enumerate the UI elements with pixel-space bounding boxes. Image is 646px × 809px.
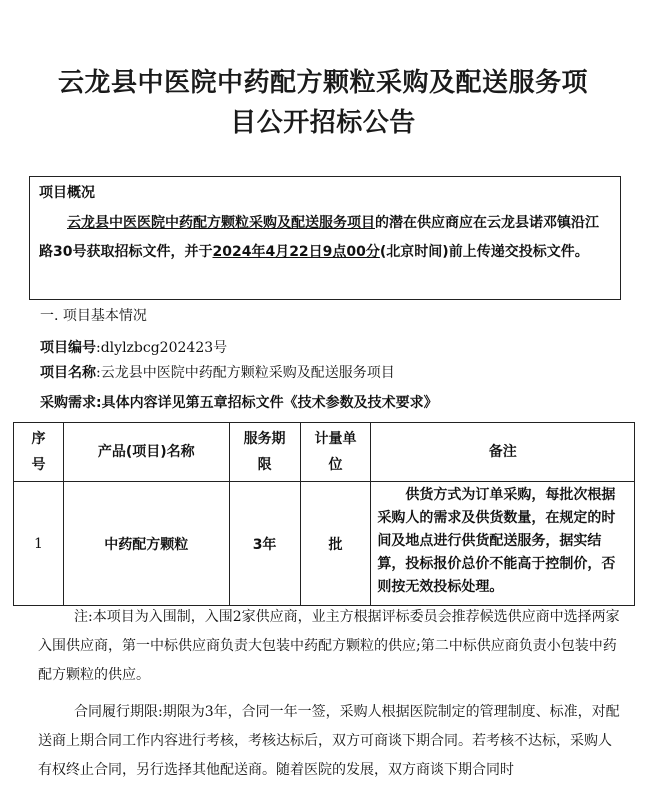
overview-project-name: 云龙县中医医院中药配方颗粒采购及配送服务项目 xyxy=(67,215,375,231)
requirement-line xyxy=(40,392,438,412)
contract-term-paragraph: 合同履行期限:期限为3年，合同一年一签，采购人根据医院制定的管理制度、标准，对配送商上期合同工作内容进行考核，考核达标后，双方可商谈下期合同。若考核不达标，采购人有权终止合同，另行选择其他配送商。随着医院的发展，双方商谈下期合同时 xyxy=(38,704,620,778)
header-unit: 计量单 位 xyxy=(300,423,371,482)
project-number-label: 项目编号 xyxy=(40,340,96,356)
requirement-value: :具体内容详见第五章招标文件《技术参数及技术要求》 xyxy=(96,395,438,411)
table-header-row xyxy=(14,423,635,482)
table-row xyxy=(14,482,635,606)
product-table xyxy=(13,422,635,606)
note-paragraph: 注:本项目为入围制，入围2家供应商，业主方根据评标委员会推荐候选供应商中选择两家入围供应商，第一中标供应商负责大包装中药配方颗粒的供应;第二中标供应商负责小包装中药配方颗粒的供应。 xyxy=(38,609,620,683)
project-name-line xyxy=(40,362,395,382)
cell-period: 3年 xyxy=(229,482,300,606)
overview-heading: 项目概况 xyxy=(39,185,95,201)
overview-text-2: (北京时间)前上传递交投标文件。 xyxy=(379,244,589,260)
overview-text-1: 的潜在供应商应在云龙县诺邓镇沿江路30号获取招标文件，并于 xyxy=(39,215,599,260)
cell-product: 中药配方颗粒 xyxy=(63,482,229,606)
cell-remark: 供货方式为订单采购，每批次根据采购人的需求及供货数量，在规定的时间及地点进行供货配送服务，据实结算，投标报价总价不能高于控制价，否则按无效投标处理。 xyxy=(371,482,635,606)
header-period: 服务期 限 xyxy=(229,423,300,482)
project-number-value: :dlylzbcg202423号 xyxy=(96,340,228,356)
page-title-line-1: 云龙县中医院中药配方颗粒采购及配送服务项 xyxy=(57,68,588,98)
project-name-label: 项目名称 xyxy=(40,365,96,381)
header-product: 产品(项目)名称 xyxy=(63,423,229,482)
overview-deadline: 2024年4月22日9点00分 xyxy=(212,244,380,260)
header-remark: 备注 xyxy=(371,423,635,482)
project-number-line xyxy=(40,337,227,357)
header-seq: 序 号 xyxy=(14,423,64,482)
overview-body xyxy=(39,209,611,267)
cell-seq: 1 xyxy=(14,482,64,606)
section-heading-basic-info: 一. 项目基本情况 xyxy=(40,308,147,324)
project-overview-box xyxy=(29,176,621,300)
cell-unit: 批 xyxy=(300,482,371,606)
page-title-line-2: 目公开招标公告 xyxy=(230,108,416,138)
requirement-label: 采购需求 xyxy=(40,395,96,411)
project-name-value: :云龙县中医院中药配方颗粒采购及配送服务项目 xyxy=(96,365,395,381)
